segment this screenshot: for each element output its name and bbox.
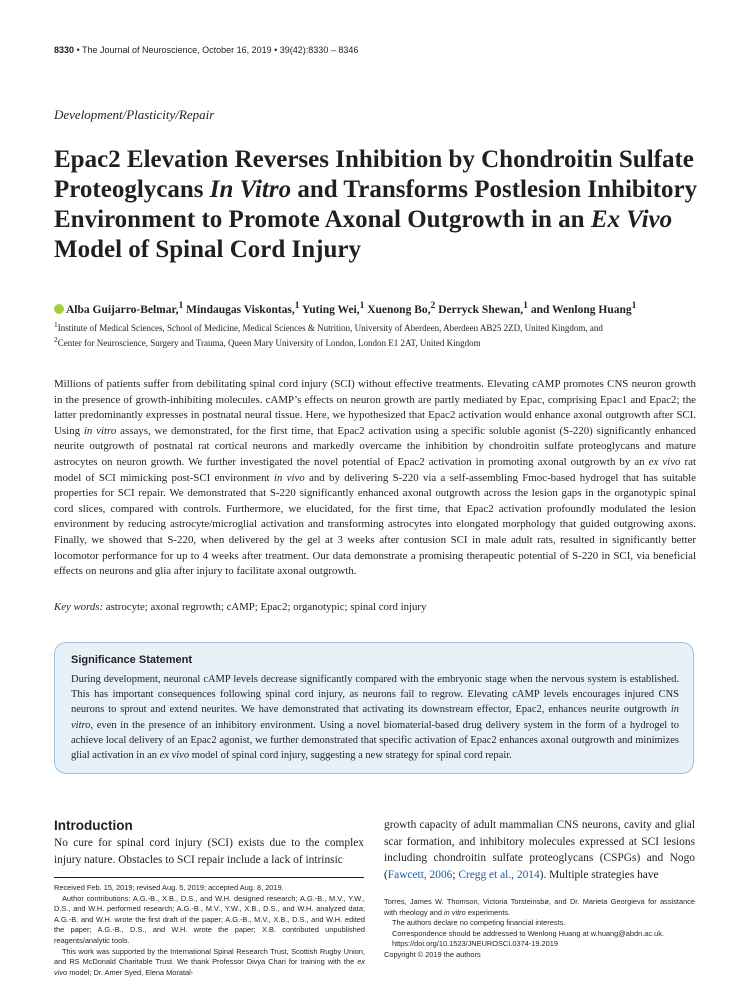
footnote-continuation [384, 897, 695, 918]
affiliation-number: 2 [54, 335, 58, 344]
affiliation-text: Institute of Medical Sciences, School of Medicine, Medical Sciences & Nutrition, University of Aberdeen, Aberdeen AB25 2ZD, United Kingdom, and [57, 323, 603, 333]
introduction-span: ). Multiple strategies have [539, 868, 659, 881]
article-title [54, 145, 704, 265]
introduction-left-column [54, 835, 364, 868]
title-italic: Ex Vivo [590, 206, 673, 233]
introduction-paragraph: No cure for spinal cord injury (SCI) exists due to the complex injury nature. Obstacles to SCI repair include a lack of intrinsic [54, 837, 364, 866]
introduction-heading: Introduction [54, 818, 133, 833]
significance-text [71, 672, 679, 763]
author: Alba Guijarro-Belmar, [66, 303, 179, 316]
footnote-doi[interactable]: https://doi.org/10.1523/JNEUROSCI.0374-19.2019 [392, 939, 558, 949]
significance-italic: ex vivo [159, 750, 190, 762]
title-part: Epac2 Elevation Reverses Inhibition by Chondroitin Sulfate Proteoglycans [54, 146, 694, 203]
footnote-conflict: The authors declare no competing financial interests. [392, 918, 566, 928]
author: Derryck Shewan, [435, 303, 524, 316]
introduction-span: ; [452, 868, 459, 881]
footnote-span: experiments. [465, 907, 511, 917]
affiliation-number: 1 [54, 320, 58, 329]
author-affil-sup: 1 [523, 300, 528, 311]
author-affil-sup: 1 [294, 300, 300, 311]
keywords [54, 601, 426, 613]
title-italic: In Vitro [209, 176, 292, 203]
footnote-correspondence: Correspondence should be addressed to Wenlong Huang at w.huang@abdn.ac.uk. [392, 928, 664, 938]
significance-span: During development, neuronal cAMP levels decrease significantly compared with the embryonic stage when the nervous system is established. This has important consequences following spinal cord injury, as neurons fail to regrow. Elevating cAMP levels encourages injured CNS neurons to sprout and extend neurites. We have demonstrated that activating its downstream effector, Epac2, enhances neurite outgrowth [71, 674, 679, 716]
significance-italic: in vitro [71, 704, 679, 731]
abstract-italic: ex vivo [648, 455, 681, 468]
author: Xuenong Bo, [364, 303, 431, 316]
abstract-text: and by delivering S-220 via a self-assembling Fmoc-based hydrogel that has suitable properties for SCI repair. We demonstrated that S-220 significantly enhanced axonal outgrowth across the lesion gaps in the organotypic spinal cord slices, compared with controls. Furthermore, we elucidated, for the first time, that Epac2 activation profoundly modulated the lesion environment by reducing astrocyte/microglial activation and transforming astrocytes into elongated morphology that guided outgrowing axons. Finally, we showed that S-220, when delivered by the gel at 3 weeks after contusion SCI in male adult rats, resulted in significantly better locomotor performance for up to 4 weeks after treatment. Our data demonstrate a promising therapeutic potential of S-220 in SCI, via beneficial effects on neurons and glia after injury to facilitate axonal outgrowth. [54, 471, 696, 578]
journal-info: • The Journal of Neuroscience, October 16, 2019 • 39(42):8330 – 8346 [74, 45, 359, 55]
abstract-text: rat model of SCI mimicking post-SCI environment [54, 455, 696, 484]
keywords-label: Key words: [54, 601, 104, 613]
running-header [54, 45, 358, 55]
footnote-italic: in vitro [443, 907, 466, 917]
keywords-text: astrocyte; axonal regrowth; cAMP; Epac2; organotypic; spinal cord injury [103, 601, 427, 613]
introduction-right-column [384, 817, 695, 883]
author: Yuting Wei, [299, 303, 360, 316]
author-affil-sup: 1 [359, 300, 365, 311]
title-part: Model of Spinal Cord Injury [54, 236, 361, 263]
orcid-icon[interactable] [54, 304, 64, 314]
footnote-copyright: Copyright © 2019 the authors [384, 949, 481, 959]
abstract-paragraph [54, 377, 696, 580]
footnote-span: Torres, James W. Thomson, Victoria Torsteinsbø, and Dr. Marieta Georgieva for assistance with rheology and [384, 897, 695, 917]
author-list [54, 300, 694, 316]
affiliation [54, 320, 694, 333]
footnote-support [54, 947, 365, 979]
author: Mindaugas Viskontas, [183, 303, 295, 316]
footnote-span: model; Dr. Amer Syed, Elena Moratal- [67, 967, 194, 977]
citation-link[interactable]: Fawcett, 2006 [387, 868, 453, 881]
citation-link[interactable]: Cregg et al., 2014 [458, 868, 540, 881]
footnote-span: This work was supported by the International Spinal Research Trust, Scottish Rugby Union, and RS McDonald Charitable Trust. We thank Professor Divya Chari for training with the [54, 946, 365, 967]
title-part: and Transforms Postlesion Inhibitory Environment to Promote Axonal Outgrowth in an [54, 176, 698, 233]
footnote-divider [54, 877, 364, 878]
author-affil-sup: 1 [631, 300, 637, 311]
footnote-received: Received Feb. 15, 2019; revised Aug. 5, 2019; accepted Aug. 8, 2019. [54, 883, 284, 892]
footnote-italic: ex vivo [54, 957, 365, 977]
affiliation [54, 335, 694, 348]
affiliation-text: Center for Neuroscience, Surgery and Trauma, Queen Mary University of London, London E1 2AT, United Kingdom [57, 338, 481, 348]
significance-span: model of spinal cord injury, suggesting a new strategy for spinal cord repair. [189, 750, 512, 762]
author: and Wenlong Huang [527, 303, 632, 316]
abstract-italic: in vivo [273, 471, 305, 484]
footnote-contributions: Author contributions: A.G.-B., X.B., D.S., and W.H. designed research; A.G.-B., M.V., Y.W., D.S., and W.H. performed research; A.G.-B., M.V., Y.W., X.B., D.S., and W.H. analyzed data; A.G.-B. and W.H. wrote the first draft of the paper; A.G.-B., M.V., X.B., D.S., and W.H. edited the paper; A.G.-B., D.S., and W.H. wrote the paper; X.B. contributed unpublished reagents/analytic tools. [54, 893, 365, 945]
footnotes-right [384, 897, 695, 961]
significance-title: Significance Statement [71, 654, 193, 666]
author-affil-sup: 1 [178, 300, 184, 311]
significance-span: , even in the presence of an inhibitory environment. Using a novel biomaterial-based drug delivery system in the form of a hydrogel to achieve local delivery of an Epac2 agonist, we further demonstrated that specific activation of Epac2 enhances axonal outgrowth and minimizes glial activation in an [71, 719, 679, 762]
footnotes-left [54, 883, 365, 978]
abstract-italic: in vitro [83, 424, 117, 437]
author-affil-sup: 2 [430, 300, 436, 311]
abstract-text: assays, we demonstrated, for the first time, that Epac2 activation using a specific soluble agonist (S-220) significantly enhanced neurite outgrowth of postnatal rat cortical neurons and markedly overcame the inhibition by chondroitin sulfate proteoglycans and mature astrocytes on neuron growth. We further investigated the novel potential of Epac2 activation in promoting axonal outgrowth by an [54, 424, 697, 468]
page-number: 8330 [54, 45, 75, 55]
introduction-paragraph [384, 817, 695, 883]
abstract-text: Millions of patients suffer from debilitating spinal cord injury (SCI) without effective treatments. Elevating cAMP promotes CNS neuron growth in the presence of growth-inhibiting molecules. cAMP’s effects on neuron growth are partly mediated by Epac, comprising Epac1 and Epac2; the latter predominantly expresses in postnatal neural tissue. Here, we hypothesized that Epac2 activation would enhance axonal outgrowth after SCI. Using [54, 378, 696, 437]
section-label: Development/Plasticity/Repair [54, 107, 215, 122]
significance-paragraph [71, 672, 679, 763]
abstract [54, 377, 696, 580]
introduction-span: growth capacity of adult mammalian CNS neurons, cavity and glial scar formation, and inhibitory molecules expressed at SCI lesions including chondroitin sulfate proteoglycans (CSPGs) and Nogo ( [384, 819, 695, 881]
